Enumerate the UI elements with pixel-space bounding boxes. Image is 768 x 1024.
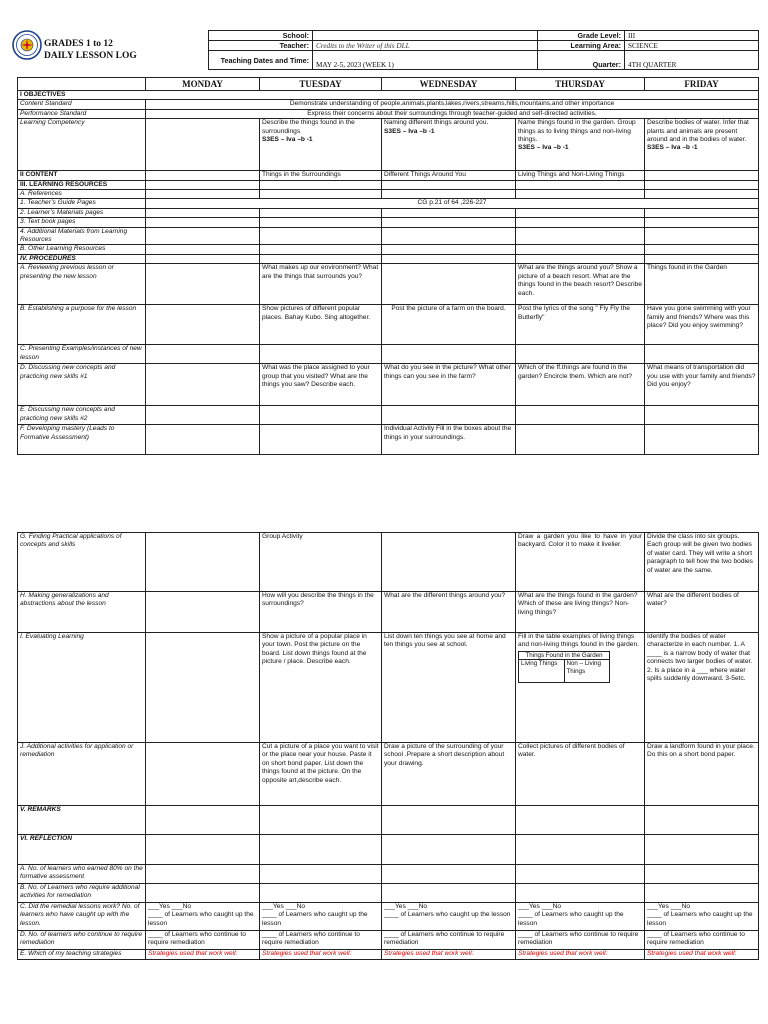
procedure-h-thursday: What are the things found in the garden? Which of these are living things? Non-living things?: [516, 592, 645, 633]
procedure-h-wednesday: What are the different things around you?: [382, 592, 516, 633]
content-thursday: Living Things and Non-Living Things: [516, 171, 645, 180]
content-tuesday: Things in the Surroundings: [260, 171, 382, 180]
content-standard-label: Content Standard: [18, 100, 146, 109]
procedure-h-tuesday: How will you describe the things in the surroundings?: [260, 592, 382, 633]
strategies-cell-friday: Strategies used that work well:: [645, 950, 759, 960]
remedial-cell-wednesday: ___Yes ___No ____ of Learners who caught up the lesson: [382, 903, 516, 931]
procedure-g-friday: Divide the class into six groups. Each group will be given two bodies of water card. They will write a short paragraph to tell how the two bodies of water are the same.: [645, 533, 759, 592]
remedial-cell-monday: ___Yes ___No ____ of Learners who caught up the lesson: [146, 903, 260, 931]
procedure-g-tuesday: Group Activity: [260, 533, 382, 592]
grade-value: III: [625, 31, 759, 41]
procedure-d-friday: What means of transportation did you use with your family and friends? Did you enjoy?: [645, 364, 759, 406]
procedure-d-wednesday: What do you see in the picture? What other things can you see in the farm?: [382, 364, 516, 406]
tg-pages-value: CG p.21 of 64 ,226-227: [146, 199, 759, 208]
learning-competency-label: Learning Competency: [18, 119, 146, 171]
deped-seal-icon: [12, 30, 42, 60]
day-monday: MONDAY: [146, 78, 260, 91]
reflection-b-label: B. No. of Learners who require additional activities for remediation: [18, 884, 146, 903]
garden-things-table: [518, 651, 610, 684]
competency-thursday: Name things found in the garden. Group things as to living things and non-living things. S3ES – Iva –b -1: [516, 119, 645, 171]
non-living-things-header: Non – Living Things: [564, 660, 610, 683]
competency-code: S3ES – Iva –b -1: [647, 144, 698, 152]
title-line-1: GRADES 1 to 12: [44, 39, 113, 49]
remediation-cell-wednesday: ____ of Learners who continue to require remediation: [382, 931, 516, 950]
competency-monday: [146, 119, 260, 171]
reflection-d-label: D. No. of learners who continue to require remediation: [18, 931, 146, 950]
procedure-b-thursday: Post the lyrics of the song " Fly Fly the Butterfly": [516, 305, 645, 345]
competency-code: S3ES – Iva –b -1: [262, 136, 313, 144]
procedure-d-thursday: Which of the ff.things are found in the garden? Encircle them. Which are not?: [516, 364, 645, 406]
school-label: School:: [209, 31, 313, 41]
tb-pages-label: 3. Text book pages: [18, 218, 146, 227]
procedure-a-label: A. Reviewing previous lesson or presenting the new lesson: [18, 264, 146, 305]
procedure-i-friday: Identify the bodies of water characterize in each number. 1. A ____ is a narrow body of water that connects two larger bodies of water. 2. Is a place in a ___ where water spills suddenly downward. 3-5etc.: [645, 633, 759, 743]
corner-cell: [18, 78, 146, 91]
procedure-c-label: C. Presenting Examples/instances of new lesson: [18, 345, 146, 364]
day-thursday: THURSDAY: [516, 78, 645, 91]
procedure-i-label: I. Evaluating Learning: [18, 633, 146, 743]
remarks-heading: V. REMARKS: [18, 806, 146, 835]
competency-code: S3ES – Iva –b -1: [518, 144, 569, 152]
procedure-g-label: G. Finding Practical applications of concepts and skills: [18, 533, 146, 592]
procedure-h-friday: What are the different bodies of water?: [645, 592, 759, 633]
title-line-2: DAILY LESSON LOG: [44, 51, 137, 61]
tg-pages-label: 1. Teacher’s Guide Pages: [18, 199, 146, 208]
teacher-value: Credits to the Writer of this DLL: [313, 41, 538, 51]
competency-friday: Describe bodies of water. Infer that plants and animals are present around and in the bodies of water. S3ES – Iva –b -1: [645, 119, 759, 171]
remedial-cell-tuesday: ___Yes ___No ____ of Learners who caught up the lesson: [260, 903, 382, 931]
procedure-b-friday: Have you gone swimming with your family and friends? Where was this place? Did you enjoy swimming?: [645, 305, 759, 345]
competency-tuesday: Describe the things found in the surroundings S3ES – Iva –b -1: [260, 119, 382, 171]
procedure-e-label: E. Discussing new concepts and practicing new skills #2: [18, 406, 146, 425]
teacher-label: Teacher:: [209, 41, 313, 51]
resources-heading: III. LEARNING RESOURCES: [18, 180, 146, 189]
procedure-a-thursday: What are the things around you? Show a picture of a beach resort. What are the things found in the beach resort? Describe each.: [516, 264, 645, 305]
procedure-j-thursday: Collect pictures of different bodies of water.: [516, 743, 645, 806]
reflection-c-label: C. Did the remedial lessons work? No. of learners who have caught up with the lesson.: [18, 903, 146, 931]
remediation-cell-friday: ____ of Learners who continue to require remediation: [645, 931, 759, 950]
lesson-table-part-1: [17, 77, 759, 455]
strategies-cell-tuesday: Strategies used that work well:: [260, 950, 382, 960]
objectives-heading: I OBJECTIVES: [18, 91, 759, 100]
grade-label: Grade Level:: [538, 31, 625, 41]
reflection-e-label: E. Which of my teaching strategies: [18, 950, 146, 960]
lesson-table-part-2: [17, 532, 759, 960]
strategies-cell-monday: Strategies used that work well:: [146, 950, 260, 960]
competency-wednesday: Naming different things around you. S3ES – Iva –b -1: [382, 119, 516, 171]
procedure-a-tuesday: What makes up our environment? What are the things that surrounds you?: [260, 264, 382, 305]
procedure-j-friday: Draw a landform found in your place. Do this on a short bond paper.: [645, 743, 759, 806]
garden-table-title: Things Found in the Garden: [519, 651, 610, 660]
area-value: SCIENCE: [625, 41, 759, 51]
remediation-cell-thursday: ____ of Learners who continue to require remediation: [516, 931, 645, 950]
procedure-j-wednesday: Draw a picture of the surrounding of your school .Prepare a short description about your drawing.: [382, 743, 516, 806]
other-resources-label: B. Other Learning Resources: [18, 245, 146, 254]
lm-pages-label: 2. Learner’s Materials pages: [18, 208, 146, 217]
references-label: A. References: [18, 190, 146, 199]
procedure-j-tuesday: Cut a picture of a place you want to visit or the place near your house. Paste it on short bond paper. List down the things found at the picture. On the opposite art,describe each.: [260, 743, 382, 806]
day-tuesday: TUESDAY: [260, 78, 382, 91]
school-value: [313, 31, 538, 41]
procedure-i-thursday: Fill in the table examples of living things and non-living things found in the garden. Things Found in the Garden Living Things Non – Living Things: [516, 633, 645, 743]
procedure-d-label: D. Discussing new concepts and practicing new skills #1: [18, 364, 146, 406]
procedure-h-label: H. Making generalizations and abstractions about the lesson: [18, 592, 146, 633]
procedure-d-tuesday: What was the place assigned to your group that you visited? What are the things you saw? Describe each.: [260, 364, 382, 406]
performance-standard-label: Performance Standard: [18, 109, 146, 118]
procedure-g-thursday: Draw a garden you like to have in your backyard. Color it to make it livelier.: [516, 533, 645, 592]
reflection-a-label: A. No. of learners who earned 80% on the formative assessment: [18, 865, 146, 884]
reflection-heading: VI. REFLECTION: [18, 835, 146, 865]
content-wednesday: Different Things Around You: [382, 171, 516, 180]
area-label: Learning Area:: [538, 41, 625, 51]
dates-value: MAY 2-5, 2023 (WEEK 1): [313, 51, 538, 70]
remedial-cell-thursday: ___Yes ___No ____ of Learners who caught up the lesson: [516, 903, 645, 931]
quarter-label: Quarter:: [538, 51, 625, 70]
content-standard-text: Demonstrate understanding of people,animals,plants,lakes,rivers,streams,hills,mountains,and other importance: [146, 100, 759, 109]
performance-standard-text: Express their concerns about their surroundings through teacher-guided and self-directed activities.: [146, 109, 759, 118]
procedure-a-friday: Things found in the Garden: [645, 264, 759, 305]
remediation-cell-monday: ____ of Learners who continue to require remediation: [146, 931, 260, 950]
procedure-i-wednesday: List down ten things you see at home and ten things you see at school.: [382, 633, 516, 743]
procedure-j-label: J. Additional activities for application or remediation: [18, 743, 146, 806]
additional-materials-label: 4. Additional Materials from Learning Resources: [18, 227, 146, 245]
strategies-cell-thursday: Strategies used that work well:: [516, 950, 645, 960]
procedure-f-label: F. Developing mastery (Leads to Formative Assessment): [18, 425, 146, 455]
strategies-cell-wednesday: Strategies used that work well:: [382, 950, 516, 960]
dates-label: Teaching Dates and Time:: [209, 51, 313, 70]
remediation-cell-tuesday: ____ of Learners who continue to require remediation: [260, 931, 382, 950]
competency-code: S3ES – Iva –b -1: [384, 127, 435, 135]
header-info-table: [208, 30, 759, 70]
content-heading: II CONTENT: [18, 171, 146, 180]
living-things-header: Living Things: [519, 660, 565, 683]
procedure-b-tuesday: Show pictures of different popular places. Bahay Kubo. Sing altogether.: [260, 305, 382, 345]
quarter-value: 4TH QUARTER: [625, 51, 759, 70]
procedure-f-wednesday: Individual Activity Fill in the boxes about the things in your surroundings.: [382, 425, 516, 455]
procedure-b-label: B. Establishing a purpose for the lesson: [18, 305, 146, 345]
day-friday: FRIDAY: [645, 78, 759, 91]
procedure-b-wednesday: Post the picture of a farm on the board.: [382, 305, 516, 345]
day-wednesday: WEDNESDAY: [382, 78, 516, 91]
procedures-heading: IV. PROCEDURES: [18, 254, 146, 263]
procedure-i-tuesday: Show a picture of a popular place in your town. Post the picture on the board. List down things found at the picture / place. Describe each.: [260, 633, 382, 743]
remedial-cell-friday: ___Yes ___No ____ of Learners who caught up the lesson: [645, 903, 759, 931]
document-title: [44, 38, 137, 62]
